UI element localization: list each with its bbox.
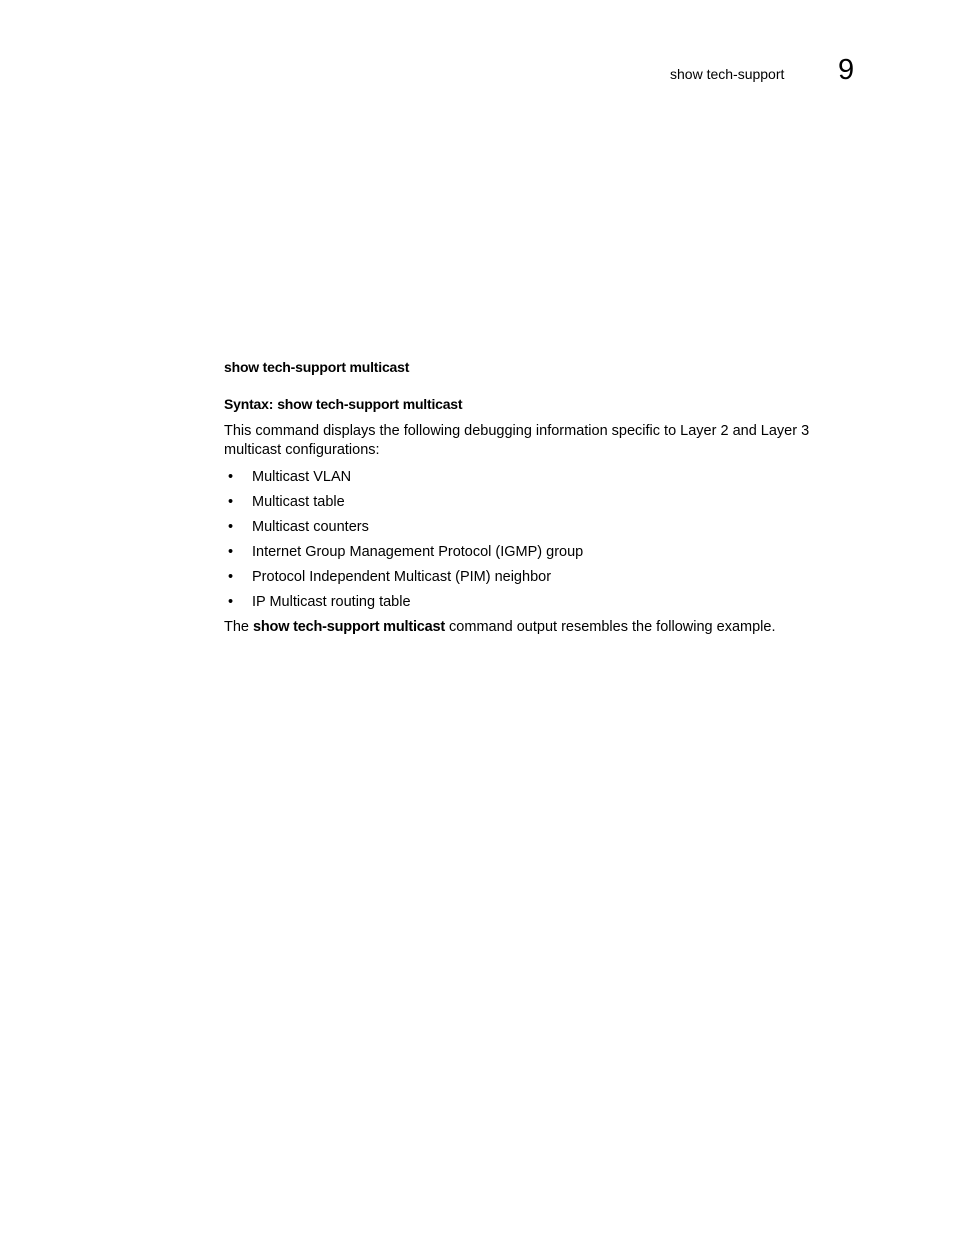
closing-suffix: command output resembles the following example. [449, 619, 776, 635]
bullet-icon: • [228, 569, 234, 585]
list-item [224, 493, 834, 512]
syntax-label: Syntax: [224, 396, 274, 412]
list-item-text: Multicast VLAN [252, 469, 352, 485]
command-heading: show tech-support multicast [224, 359, 410, 375]
list-item-text: Protocol Independent Multicast (PIM) neighbor [252, 569, 552, 585]
closing-command: show tech-support multicast [253, 619, 446, 635]
list-item-text: Multicast table [252, 494, 345, 510]
bullet-icon: • [228, 519, 234, 535]
command-description: This command displays the following debugging information specific to Layer 2 and Layer 3 multicast configurations: [224, 423, 810, 458]
bullet-icon: • [228, 494, 234, 510]
bullet-icon: • [228, 469, 234, 485]
list-item [224, 468, 834, 487]
list-item-text: Multicast counters [252, 519, 369, 535]
list-item-text: Internet Group Management Protocol (IGMP) group [252, 544, 584, 560]
closing-prefix: The [224, 619, 249, 635]
list-item [224, 543, 834, 562]
section-content [224, 358, 834, 637]
bullet-icon: • [228, 544, 234, 560]
bullet-icon: • [228, 594, 234, 610]
closing-sentence [224, 618, 834, 637]
running-head-title: show tech-support [670, 66, 785, 82]
syntax-command: show tech-support multicast [277, 396, 463, 412]
list-item [224, 593, 834, 612]
chapter-number: 9 [838, 54, 855, 86]
list-item [224, 568, 834, 587]
list-item [224, 518, 834, 537]
syntax-line [224, 395, 834, 414]
list-item-text: IP Multicast routing table [252, 594, 411, 610]
debug-info-list [224, 468, 834, 612]
